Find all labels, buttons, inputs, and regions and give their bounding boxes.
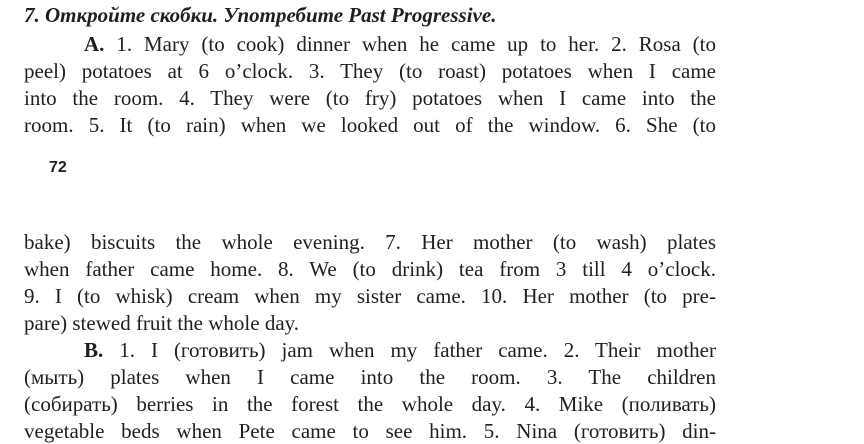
section-a-line-3: into the room. 4. They were (to fry) potatoes when I came into the — [24, 86, 716, 110]
section-b-line-1: B. 1. I (готовить) jam when my father came. 2. Their mother — [84, 338, 716, 362]
page-number: 72 — [49, 159, 67, 176]
section-a-line-5: bake) biscuits the whole evening. 7. Her mother (to wash) plates — [24, 230, 716, 254]
section-b-line-2: (мыть) plates when I came into the room. 3. The children — [24, 365, 716, 389]
exercise-title — [24, 2, 496, 28]
section-a-line-7: 9. I (to whisk) cream when my sister came. 10. Her mother (to pre- — [24, 284, 716, 308]
section-b-label: B. — [84, 338, 104, 362]
exercise-number: 7. — [24, 3, 40, 27]
section-a-line-1: A. 1. Mary (to cook) dinner when he came up to her. 2. Rosa (to — [84, 32, 716, 56]
section-a-line-6: when father came home. 8. We (to drink) tea from 3 till 4 o’clock. — [24, 257, 716, 281]
section-a-label: A. — [84, 32, 105, 56]
section-a-line-2: peel) potatoes at 6 o’clock. 3. They (to roast) potatoes when I came — [24, 59, 716, 83]
section-a-line-4: room. 5. It (to rain) when we looked out of the window. 6. She (to — [24, 113, 716, 137]
section-a-line-8: pare) stewed fruit the whole day. — [24, 311, 300, 335]
section-b-line-4: vegetable beds when Pete came to see him. 5. Nina (готовить) din- — [24, 419, 716, 443]
section-b-line-3: (собирать) berries in the forest the whole day. 4. Mike (поливать) — [24, 392, 716, 416]
exercise-instruction: Откройте скобки. Употребите Past Progressive. — [45, 3, 497, 27]
